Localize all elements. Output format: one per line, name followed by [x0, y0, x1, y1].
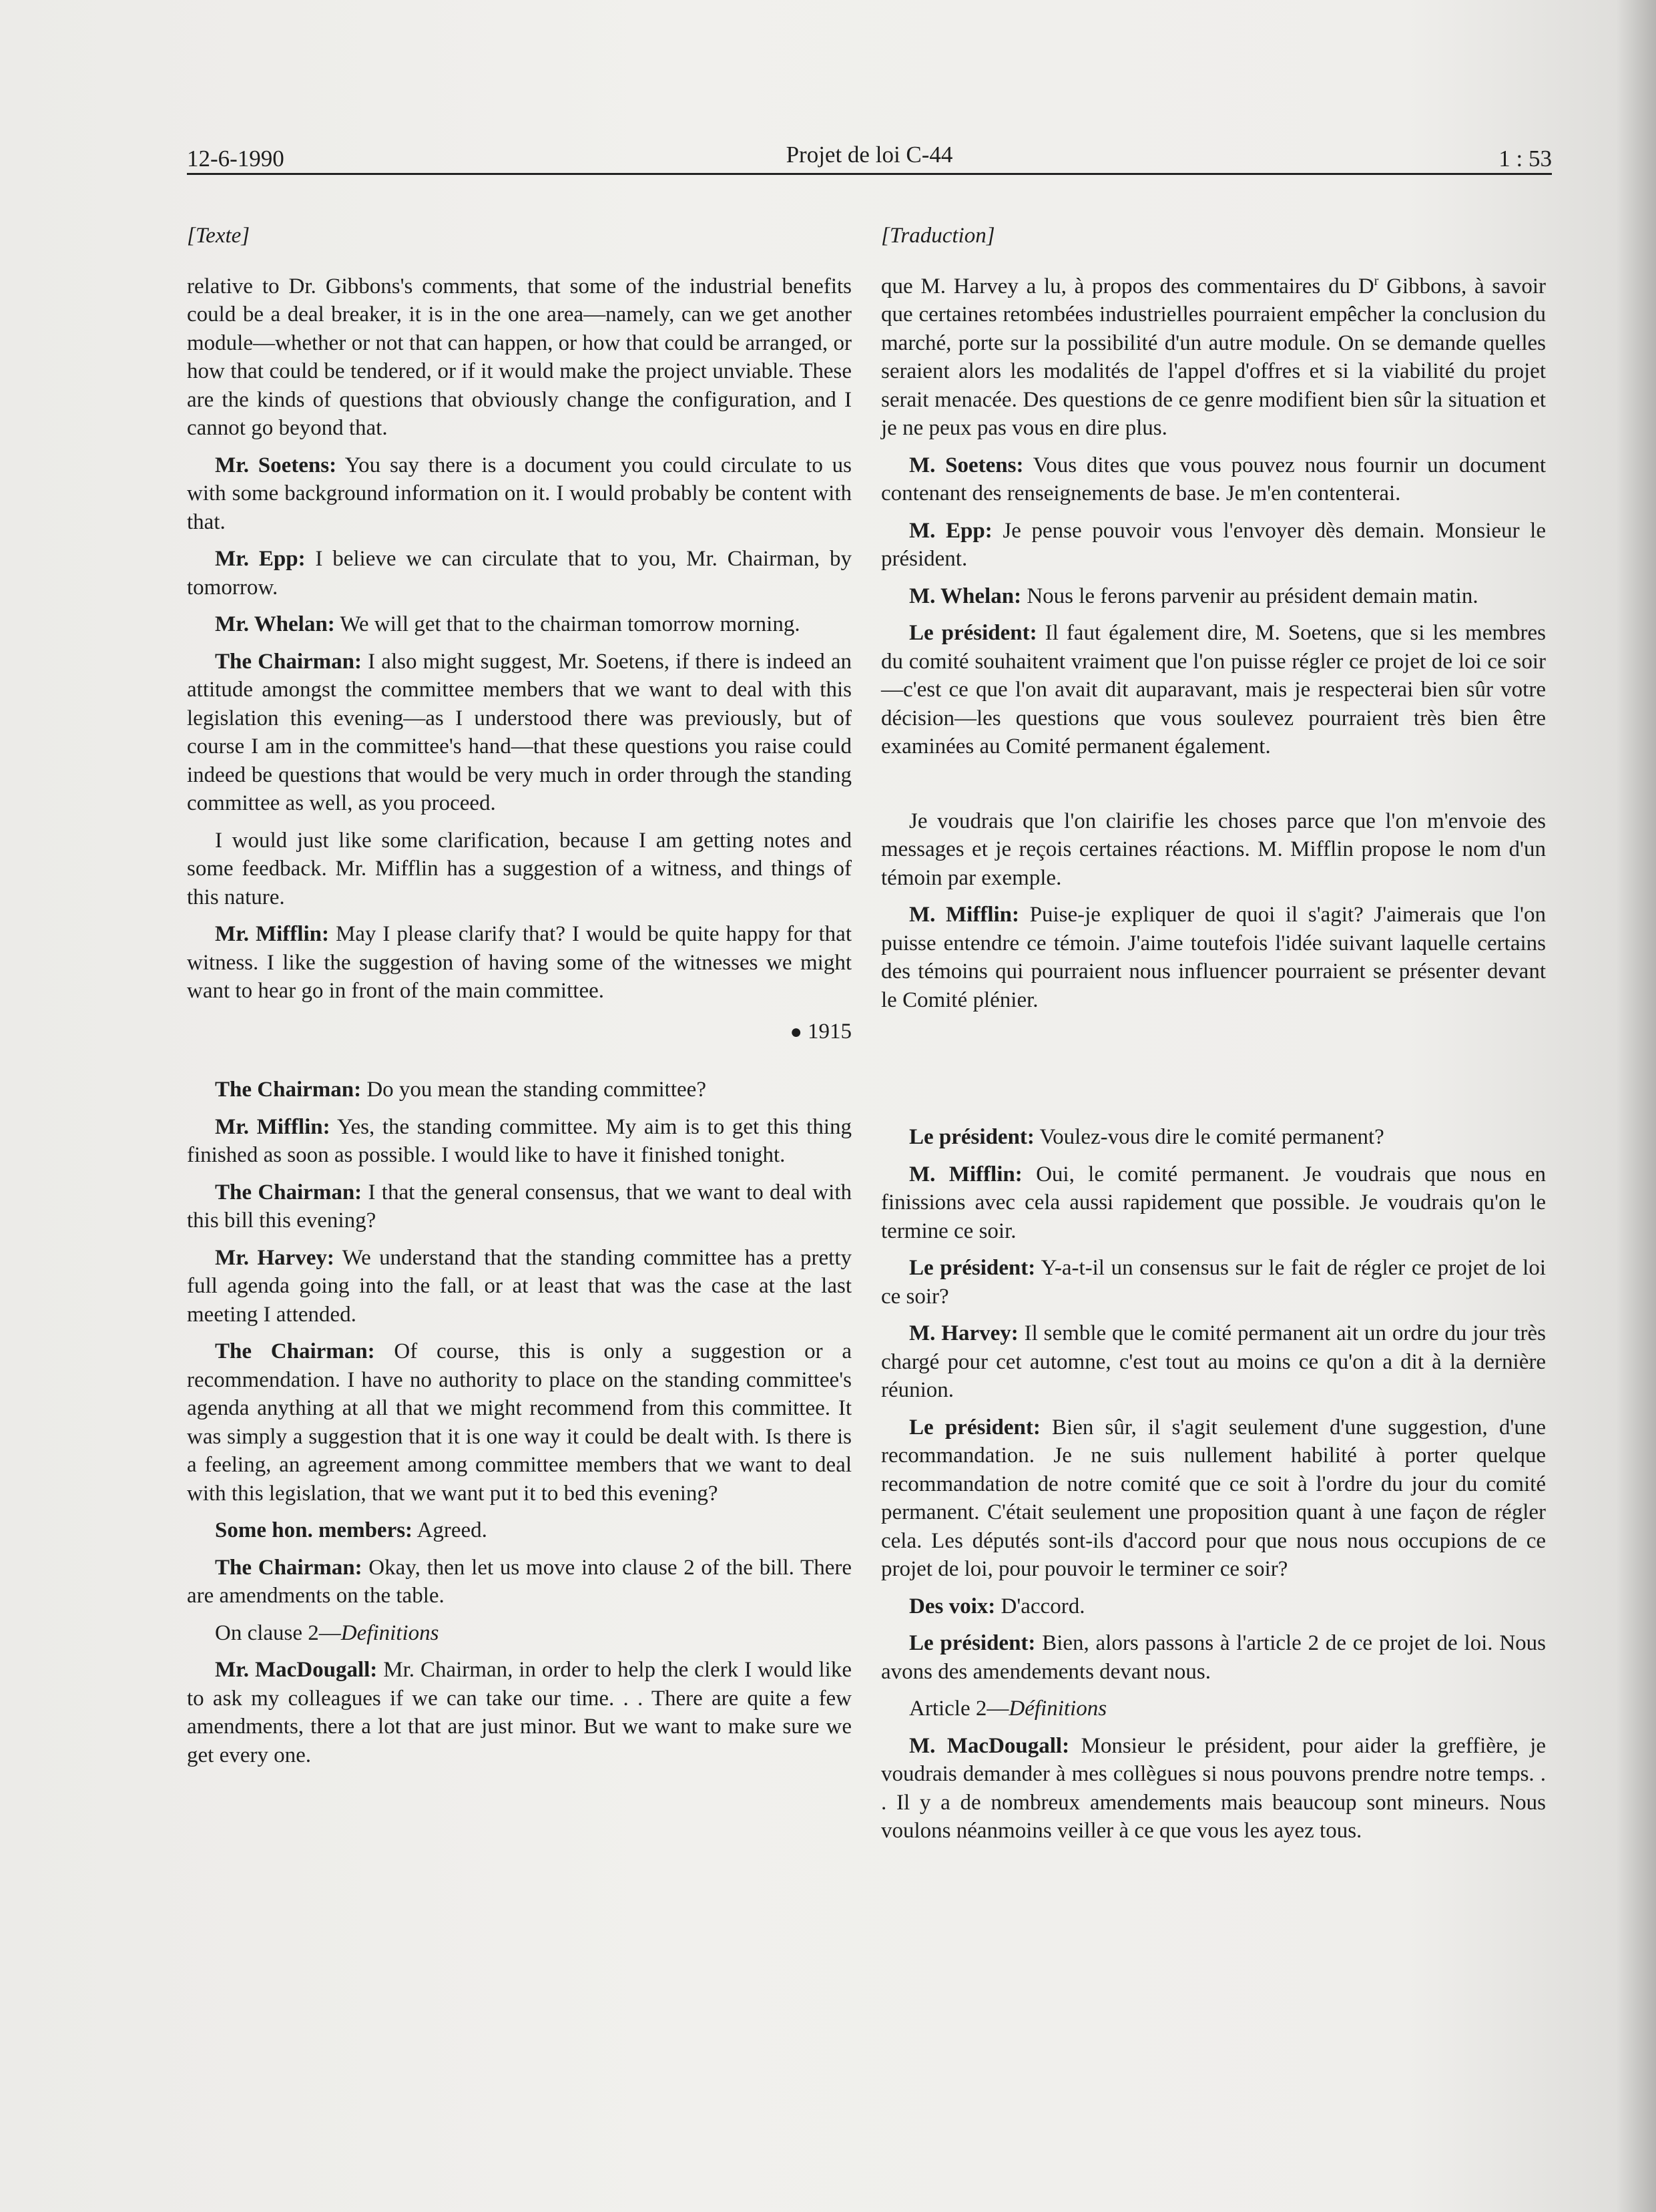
french-column	[881, 222, 1546, 1854]
paragraph	[881, 1629, 1546, 1686]
speech-text: Voulez-vous dire le comité permanent?	[1034, 1125, 1384, 1149]
language-label-text: Traduction	[889, 224, 987, 248]
speaker-name: Des voix:	[909, 1594, 996, 1618]
speaker-name: Mr. Harvey:	[215, 1245, 334, 1270]
speech-text: Bien sûr, il s'agit seulement d'une suggestion, d'une recommandation. Je ne suis nullement habilité à porter quelque recommandation de notre comité que ce soit à l'ordre du jour du comité permanent. C'était seulement une proposition quant à une façon de régler cela. Les députés sont-ils d'accord pour que nous nous occupions de ce projet de loi, pour pouvoir le terminer ce soir?	[881, 1415, 1546, 1581]
time-marker-text: 1915	[808, 1019, 852, 1044]
column-spacer	[881, 770, 1546, 807]
paragraph	[187, 1178, 852, 1235]
header-date: 12-6-1990	[187, 146, 284, 172]
speaker-name: The Chairman:	[215, 1339, 375, 1363]
paragraph	[881, 272, 1546, 443]
paragraph	[881, 619, 1546, 761]
speech-text: Yes, the standing committee. My aim is to get this thing finished as soon as possible. I would like to have it finished tonight.	[187, 1114, 852, 1167]
speech-text: Oui, le comité permanent. Je voudrais que nous en finissions avec cela aussi rapidement que possible. Je voudrais qu'on le termine ce soir.	[881, 1162, 1546, 1243]
speaker-name: Mr. Soetens:	[215, 453, 337, 477]
speech-text: Vous dites que vous pouvez nous fournir un document contenant des renseignements de base. Je m'en contenterai.	[881, 453, 1547, 505]
clause-title: Definitions	[340, 1620, 439, 1645]
speech-text: We understand that the standing committee has a pretty full agenda going into the fall, or at least that was the case at the last meeting I attended.	[187, 1245, 852, 1327]
speaker-name: M. MacDougall:	[909, 1733, 1070, 1758]
clause-lead: On clause 2—	[215, 1620, 341, 1645]
paragraph: I would just like some clarification, because I am getting notes and some feedback. Mr. Mifflin has a suggestion of a witness, and things of this nature.	[187, 828, 852, 909]
paragraph	[881, 1254, 1546, 1311]
speech-text: I that the general consensus, that we want to deal with this bill this evening?	[187, 1180, 852, 1233]
paragraph	[187, 1113, 852, 1170]
column-spacer	[881, 1023, 1546, 1123]
speaker-name: Le président:	[909, 1125, 1035, 1149]
speaker-name: M. Whelan:	[909, 584, 1022, 608]
speech-text: Bien, alors passons à l'article 2 de ce projet de loi. Nous avons des amendements devant nous.	[881, 1631, 1546, 1684]
paragraph	[881, 1592, 1546, 1621]
paragraph	[881, 451, 1546, 508]
paragraph	[881, 901, 1546, 1014]
speech-text: Y-a-t-il un consensus sur le fait de régler ce projet de loi ce soir?	[881, 1256, 1546, 1309]
paragraph	[881, 517, 1546, 574]
paragraph	[881, 1123, 1546, 1152]
clause-lead: Article 2—	[909, 1697, 1009, 1721]
time-marker	[187, 1018, 852, 1047]
speech-text: We will get that to the chairman tomorrow morning.	[334, 612, 800, 636]
speaker-name: M. Mifflin:	[909, 1162, 1023, 1186]
speaker-name: The Chairman:	[215, 1078, 362, 1102]
speech-text: Of course, this is only a suggestion or a recommendation. I have no authority to place on the standing committee's agenda anything at all that we might recommend from this committee. It was simply a suggestion that it is one way it could be dealt with. Is there is a feeling, an agreement among committee members that we want to deal with this legislation, that we want put it to bed this evening?	[187, 1339, 852, 1506]
speech-text: Agreed.	[412, 1518, 487, 1542]
speech-text: Puise-je expliquer de quoi il s'agit? J'aimerais que l'on puisse entendre ce témoin. J'aime toutefois l'idée suivant laquelle certains des témoins qui pourraient nous influencer pourraient se présenter devant le Comité plénier.	[881, 903, 1546, 1012]
speech-text: Monsieur le président, pour aider la greffière, je voudrais demander à mes collègues si nous pouvons prendre notre temps. . . Il y a de nombreux amendements mais beaucoup sont mineurs. Nous voulons néanmoins veiller à ce que vous les ayez tous.	[881, 1733, 1547, 1843]
speech-text: que M. Harvey a lu, à propos des commentaires du D	[881, 274, 1374, 298]
paragraph	[187, 610, 852, 639]
speech-text: Mr. Chairman, in order to help the clerk I would like to ask my colleagues if we can take our time. . . There are quite a few amendments, there a lot that are just minor. But we want to make sure we get every one.	[187, 1658, 852, 1767]
speaker-name: Some hon. members:	[215, 1518, 413, 1542]
speaker-name: Le président:	[909, 1256, 1036, 1280]
speaker-name: M. Epp:	[909, 518, 993, 543]
superscript: r	[1374, 273, 1379, 288]
paragraph	[187, 545, 852, 602]
speaker-name: Mr. Mifflin:	[215, 1114, 330, 1139]
paragraph	[187, 1516, 852, 1545]
clause-title: Définitions	[1009, 1697, 1107, 1721]
paragraph	[187, 648, 852, 818]
speech-text: Do you mean the standing committee?	[361, 1078, 706, 1102]
speaker-name: M. Mifflin:	[909, 903, 1019, 927]
speech-text: Okay, then let us move into clause 2 of the bill. There are amendments on the table.	[187, 1555, 852, 1608]
speaker-name: The Chairman:	[215, 1180, 362, 1204]
speech-text: Gibbons, à savoir que certaines retombées industrielles pourraient empêcher la conclusion du marché, porte sur la possibilité d'un autre module. On se demande quelles seraient alors les modalités de l'appel d'offres et si la viabilité du projet serait menacée. Des questions de ce genre modifient bien sûr la situation et je ne peux pas vous en dire plus.	[881, 274, 1546, 440]
speaker-name: The Chairman:	[215, 1555, 362, 1580]
paragraph	[187, 1244, 852, 1329]
page-edge-shadow	[1616, 0, 1656, 2212]
paragraph	[187, 1656, 852, 1769]
language-label-text: Texte	[195, 224, 242, 248]
column-language-label: [Traduction]	[881, 224, 995, 248]
english-column	[187, 222, 852, 1778]
paragraph: Je voudrais que l'on clairifie les choses parce que l'on m'envoie des messages et je reçois certaines réactions. M. Mifflin propose le nom d'un témoin par exemple.	[881, 809, 1546, 890]
speech-text: I also might suggest, Mr. Soetens, if there is indeed an attitude amongst the committee members that we want to deal with this legislation this evening—as I understood there was previously, but of course I am in the committee's hand—that these questions you raise could indeed be questions that would be very much in order through the standing committee as well, as you proceed.	[187, 649, 852, 815]
paragraph: relative to Dr. Gibbons's comments, that some of the industrial benefits could be a deal breaker, it is in the one area—namely, can we get another module—whether or not that can happen, or how that could be arranged, or how that could be tendered, or if it would make the project unviable. These are the kinds of questions that obviously change the configuration, and I cannot go beyond that.	[187, 274, 852, 440]
speaker-name: M. Harvey:	[909, 1321, 1019, 1345]
paragraph	[881, 1160, 1546, 1246]
speech-text: Il faut également dire, M. Soetens, que si les membres du comité souhaitent vraiment que l'on puisse régler ce projet de loi ce soir—c'est ce que l'on avait dit auparavant, mais je respecterai bien sûr votre décision—les questions que vous soulevez pourraient très bien être examinées au Comité permanent également.	[881, 621, 1547, 758]
header-page-number: 1 : 53	[1498, 146, 1552, 172]
paragraph	[881, 582, 1546, 611]
speaker-name: Le président:	[909, 1631, 1036, 1655]
speaker-name: The Chairman:	[215, 649, 362, 674]
running-header	[187, 134, 1552, 174]
speaker-name: Mr. Whelan:	[215, 612, 335, 636]
header-title: Projet de loi C-44	[786, 142, 953, 168]
speech-text: D'accord.	[995, 1594, 1085, 1618]
speaker-name: Mr. Mifflin:	[215, 922, 329, 946]
speech-text: I believe we can circulate that to you, Mr. Chairman, by tomorrow.	[187, 547, 852, 600]
column-language-label: [Texte]	[187, 224, 250, 248]
paragraph	[187, 1076, 852, 1104]
speaker-name: Mr. MacDougall:	[215, 1658, 378, 1682]
speaker-name: Mr. Epp:	[215, 547, 306, 571]
speech-text: Nous le ferons parvenir au président demain matin.	[1021, 584, 1478, 608]
paragraph	[881, 1732, 1546, 1845]
speaker-name: Le président:	[909, 621, 1037, 645]
clause-heading	[187, 1619, 852, 1648]
clause-heading	[881, 1695, 1546, 1723]
paragraph	[881, 1319, 1546, 1405]
paragraph	[187, 1337, 852, 1508]
bullet-icon: ●	[790, 1020, 802, 1043]
speaker-name: Le président:	[909, 1415, 1041, 1440]
paragraph	[881, 1413, 1546, 1584]
paragraph	[187, 1554, 852, 1610]
speech-text: Je pense pouvoir vous l'envoyer dès demain. Monsieur le président.	[881, 518, 1547, 571]
speech-text: Il semble que le comité permanent ait un ordre du jour très chargé pour cet automne, c'est tout au moins ce qu'on a dit à la dernière réunion.	[881, 1321, 1546, 1402]
speech-text: May I please clarify that? I would be quite happy for that witness. I like the suggestion of having some of the witnesses we might want to hear go in front of the main committee.	[187, 922, 852, 1003]
speech-text: You say there is a document you could circulate to us with some background information on it. I would probably be content with that.	[187, 453, 852, 534]
speaker-name: M. Soetens:	[909, 453, 1024, 477]
paragraph	[187, 451, 852, 537]
paragraph	[187, 920, 852, 1006]
header-rule	[187, 173, 1552, 175]
